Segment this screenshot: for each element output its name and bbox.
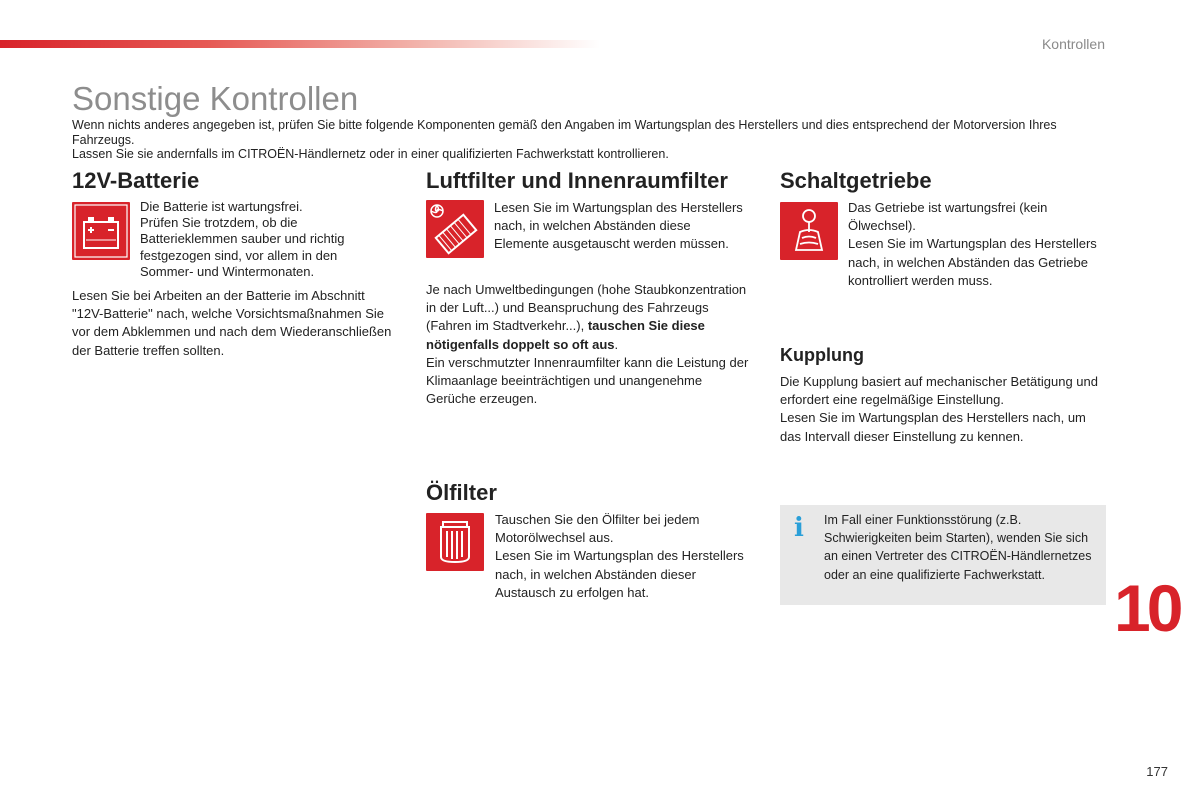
airfilter-body-end: . — [614, 336, 619, 352]
info-icon: i — [794, 513, 804, 543]
intro-line-1: Wenn nichts anderes angegeben ist, prüfen Sie bitte folgende Komponenten gemäß den Angaben im Wartungsplan des Herstellers und dies entsprechend der Motorversion Ihres Fahrzeugs. — [72, 118, 1057, 147]
page-number: 177 — [1146, 764, 1168, 779]
airfilter-body-2: Ein verschmutzter Innenraumfilter kann die Leistung der Klimaanlage beeinträchtigen und unangenehme Gerüche erzeugen. — [426, 354, 749, 407]
battery-body: Lesen Sie bei Arbeiten an der Batterie im Abschnitt "12V-Batterie" nach, welche Vorsichtsmaßnahmen Sie vor dem Abklemmen und nach dem Wiederanschließen der Batterie treffen sollten. — [72, 288, 392, 358]
intro-line-2: Lassen Sie sie andernfalls im CITROËN-Händlernetz oder in einer qualifizierten Fachwerkstatt kontrollieren. — [72, 147, 669, 161]
battery-box-text: Die Batterie ist wartungsfrei. Prüfen Sie trotzdem, ob die Batterieklemmen sauber und richtig festgezogen sind, vor allem in den Sommer- und Wintermonaten. — [140, 199, 345, 279]
battery-heading: 12V-Batterie — [72, 168, 200, 193]
airfilter-body — [426, 281, 751, 408]
clutch-heading: Kupplung — [780, 345, 864, 365]
clutch-body: Die Kupplung basiert auf mechanischer Betätigung und erfordert eine regelmäßige Einstellung. Lesen Sie im Wartungsplan des Herstellers nach, um das Intervall dieser Einstellung zu kennen. — [780, 374, 1098, 444]
airfilter-box-text: Lesen Sie im Wartungsplan des Herstellers nach, in welchen Abständen diese Elemente ausgetauscht werden müssen. — [494, 200, 743, 252]
intro-text — [72, 118, 1112, 162]
info-text: Im Fall einer Funktionsstörung (z.B. Schwierigkeiten beim Starten), wenden Sie sich an einen Vertreter des CITROËN-Händlernetzes oder an eine qualifizierte Fachwerkstatt. — [824, 513, 1092, 582]
oilfilter-heading: Ölfilter — [426, 480, 497, 505]
gearbox-heading: Schaltgetriebe — [780, 168, 932, 193]
info-box — [780, 505, 1106, 605]
chapter-color-bar — [0, 40, 600, 48]
gearbox-box-text: Das Getriebe ist wartungsfrei (kein Ölwechsel). Lesen Sie im Wartungsplan des Herstellers nach, in welchen Abständen das Getriebe kontrolliert werden muss. — [848, 200, 1097, 288]
air-filter-icon — [426, 200, 484, 258]
page-title: Sonstige Kontrollen — [72, 80, 359, 117]
chapter-number: 10 — [1114, 571, 1180, 645]
oilfilter-box-text: Tauschen Sie den Ölfilter bei jedem Motorölwechsel aus. Lesen Sie im Wartungsplan des Herstellers nach, in welchen Abständen dieser Austausch zu erfolgen hat. — [495, 512, 744, 600]
gear-shift-icon — [780, 202, 838, 260]
battery-icon — [72, 202, 130, 260]
airfilter-body-emphasis: tauschen Sie diese nötigenfalls doppelt so oft aus — [426, 318, 705, 352]
airfilter-body-start: Je nach Umweltbedingungen (hohe Staubkonzentration in der Luft...) und Beanspruchung des Fahrzeugs (Fahren im Stadtverkehr...), — [426, 282, 747, 334]
airfilter-heading: Luftfilter und Innenraumfilter — [426, 168, 728, 193]
oil-filter-icon — [426, 513, 484, 571]
section-label: Kontrollen — [1041, 36, 1105, 52]
